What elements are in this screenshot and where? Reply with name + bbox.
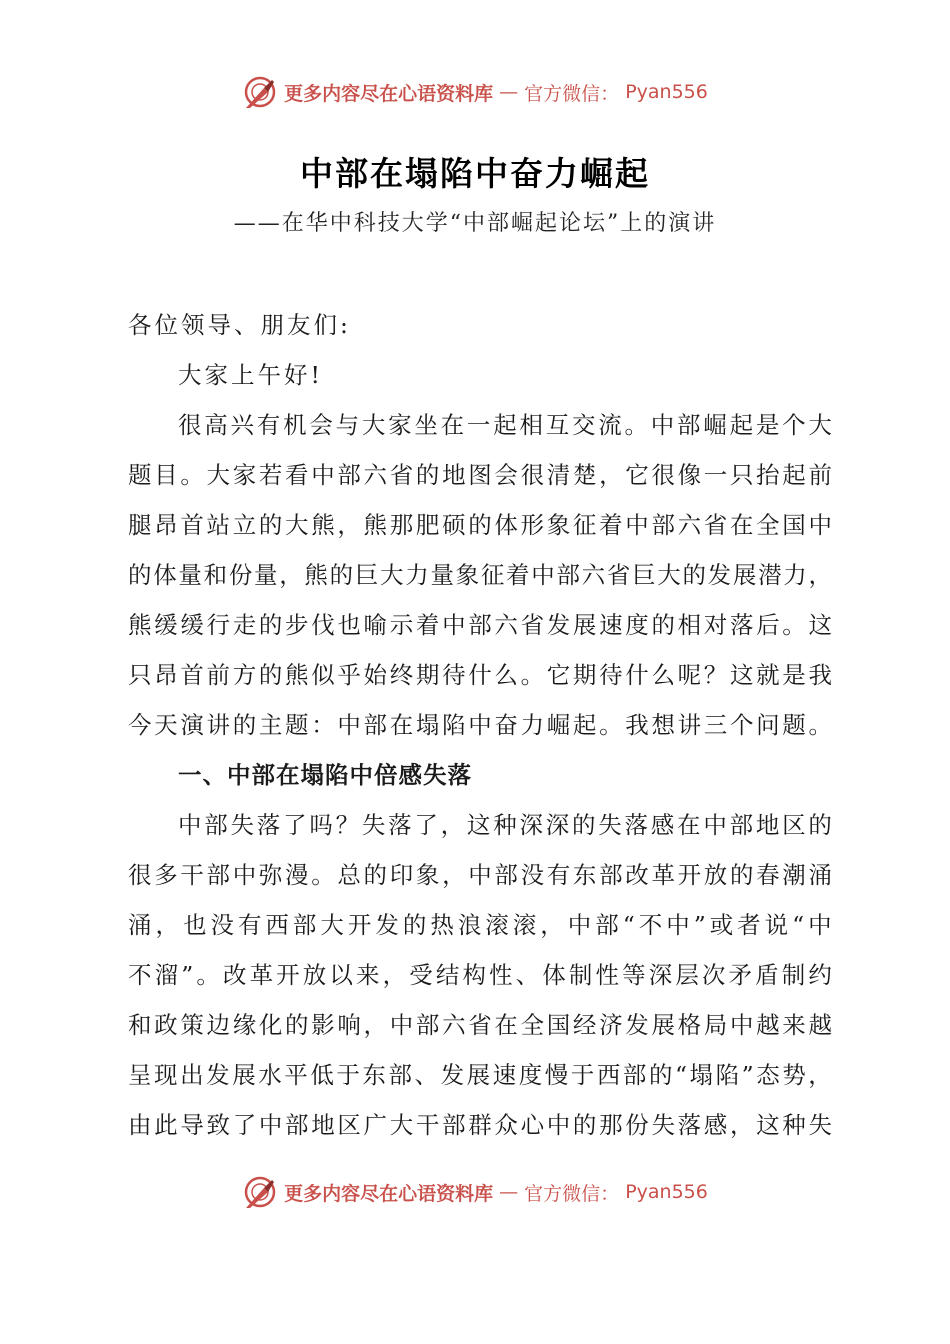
footer-watermark-banner (0, 1172, 950, 1212)
pen-logo-icon (242, 1174, 278, 1210)
section-heading: 一、中部在塌陷中倍感失落 (178, 761, 472, 789)
banner-promo-text: 更多内容尽在心语资料库 (284, 82, 494, 105)
text-line: 很 多 干 部 中 弥 漫 。 总 的 印 象 ， 中 部 没 有 东 部 改 革 开 放 的 春 潮 涌 (128, 861, 832, 889)
text-line: 的 体 量 和 份 量 ， 熊 的 巨 大 力 量 象 征 着 中 部 六 省 巨 大 的 发 展 潜 力 ， (128, 561, 832, 589)
text-line: 不 溜 ” 。 改 革 开 放 以 来 ， 受 结 构 性 、 体 制 性 等 深 层 次 矛 盾 制 约 (128, 961, 832, 989)
banner-wechat-id: Pyan556 (625, 81, 708, 103)
text-line: 题 目 。 大 家 若 看 中 部 六 省 的 地 图 会 很 清 楚 ， 它 很 像 一 只 抬 起 前 (128, 461, 832, 489)
document-title: 中部在塌陷中奋力崛起 (300, 154, 650, 193)
text-line: 只 昂 首 前 方 的 熊 似 乎 始 终 期 待 什 么 。 它 期 待 什 么 呢 ？ 这 就 是 我 (128, 661, 832, 689)
text-line: 涌 ， 也 没 有 西 部 大 开 发 的 热 浪 滚 滚 ， 中 部 “ 不 中 ” 或 者 说 “ 中 (128, 911, 832, 939)
banner-promo-text: 更多内容尽在心语资料库 (284, 1182, 494, 1205)
text-line: 很 高 兴 有 机 会 与 大 家 坐 在 一 起 相 互 交 流 。 中 部 崛 起 是 个 大 (178, 411, 832, 439)
document-subtitle: ——在华中科技大学“中部崛起论坛”上的演讲 (233, 211, 717, 236)
text-line: 由 此 导 致 了 中 部 地 区 广 大 干 部 群 众 心 中 的 那 份 失 落 感 ， 这 种 失 (128, 1111, 832, 1139)
banner-dash: — (499, 81, 519, 103)
text-line: 腿 昂 首 站 立 的 大 熊 ， 熊 那 肥 硕 的 体 形 象 征 着 中 部 六 省 在 全 国 中 (128, 511, 832, 539)
text-line: 各位领导、朋友们: (128, 311, 351, 339)
text-line: 和 政 策 边 缘 化 的 影 响 ， 中 部 六 省 在 全 国 经 济 发 展 格 局 中 越 来 越 (128, 1011, 832, 1039)
document-body (128, 300, 832, 1150)
text-line: 中 部 失 落 了 吗 ？ 失 落 了 ， 这 种 深 深 的 失 落 感 在 中 部 地 区 的 (178, 811, 832, 839)
header-watermark-banner (0, 72, 950, 112)
text-line: 大家上午好! (178, 361, 323, 389)
banner-dash: — (499, 1181, 519, 1203)
text-line: 熊 缓 缓 行 走 的 步 伐 也 喻 示 着 中 部 六 省 发 展 速 度 的 相 对 落 后 。 这 (128, 611, 832, 639)
pen-logo-icon (242, 74, 278, 110)
text-line: 今 天 演 讲 的 主 题 ： 中 部 在 塌 陷 中 奋 力 崛 起 。 我 想 讲 三 个 问 题 。 (128, 711, 832, 739)
banner-wechat-label: 官方微信： (524, 82, 620, 105)
text-line: 呈 现 出 发 展 水 平 低 于 东 部 、 发 展 速 度 慢 于 西 部 的 “ 塌 陷 ” 态 势 ， (128, 1061, 832, 1089)
banner-wechat-id: Pyan556 (625, 1181, 708, 1203)
banner-wechat-label: 官方微信： (524, 1182, 620, 1205)
